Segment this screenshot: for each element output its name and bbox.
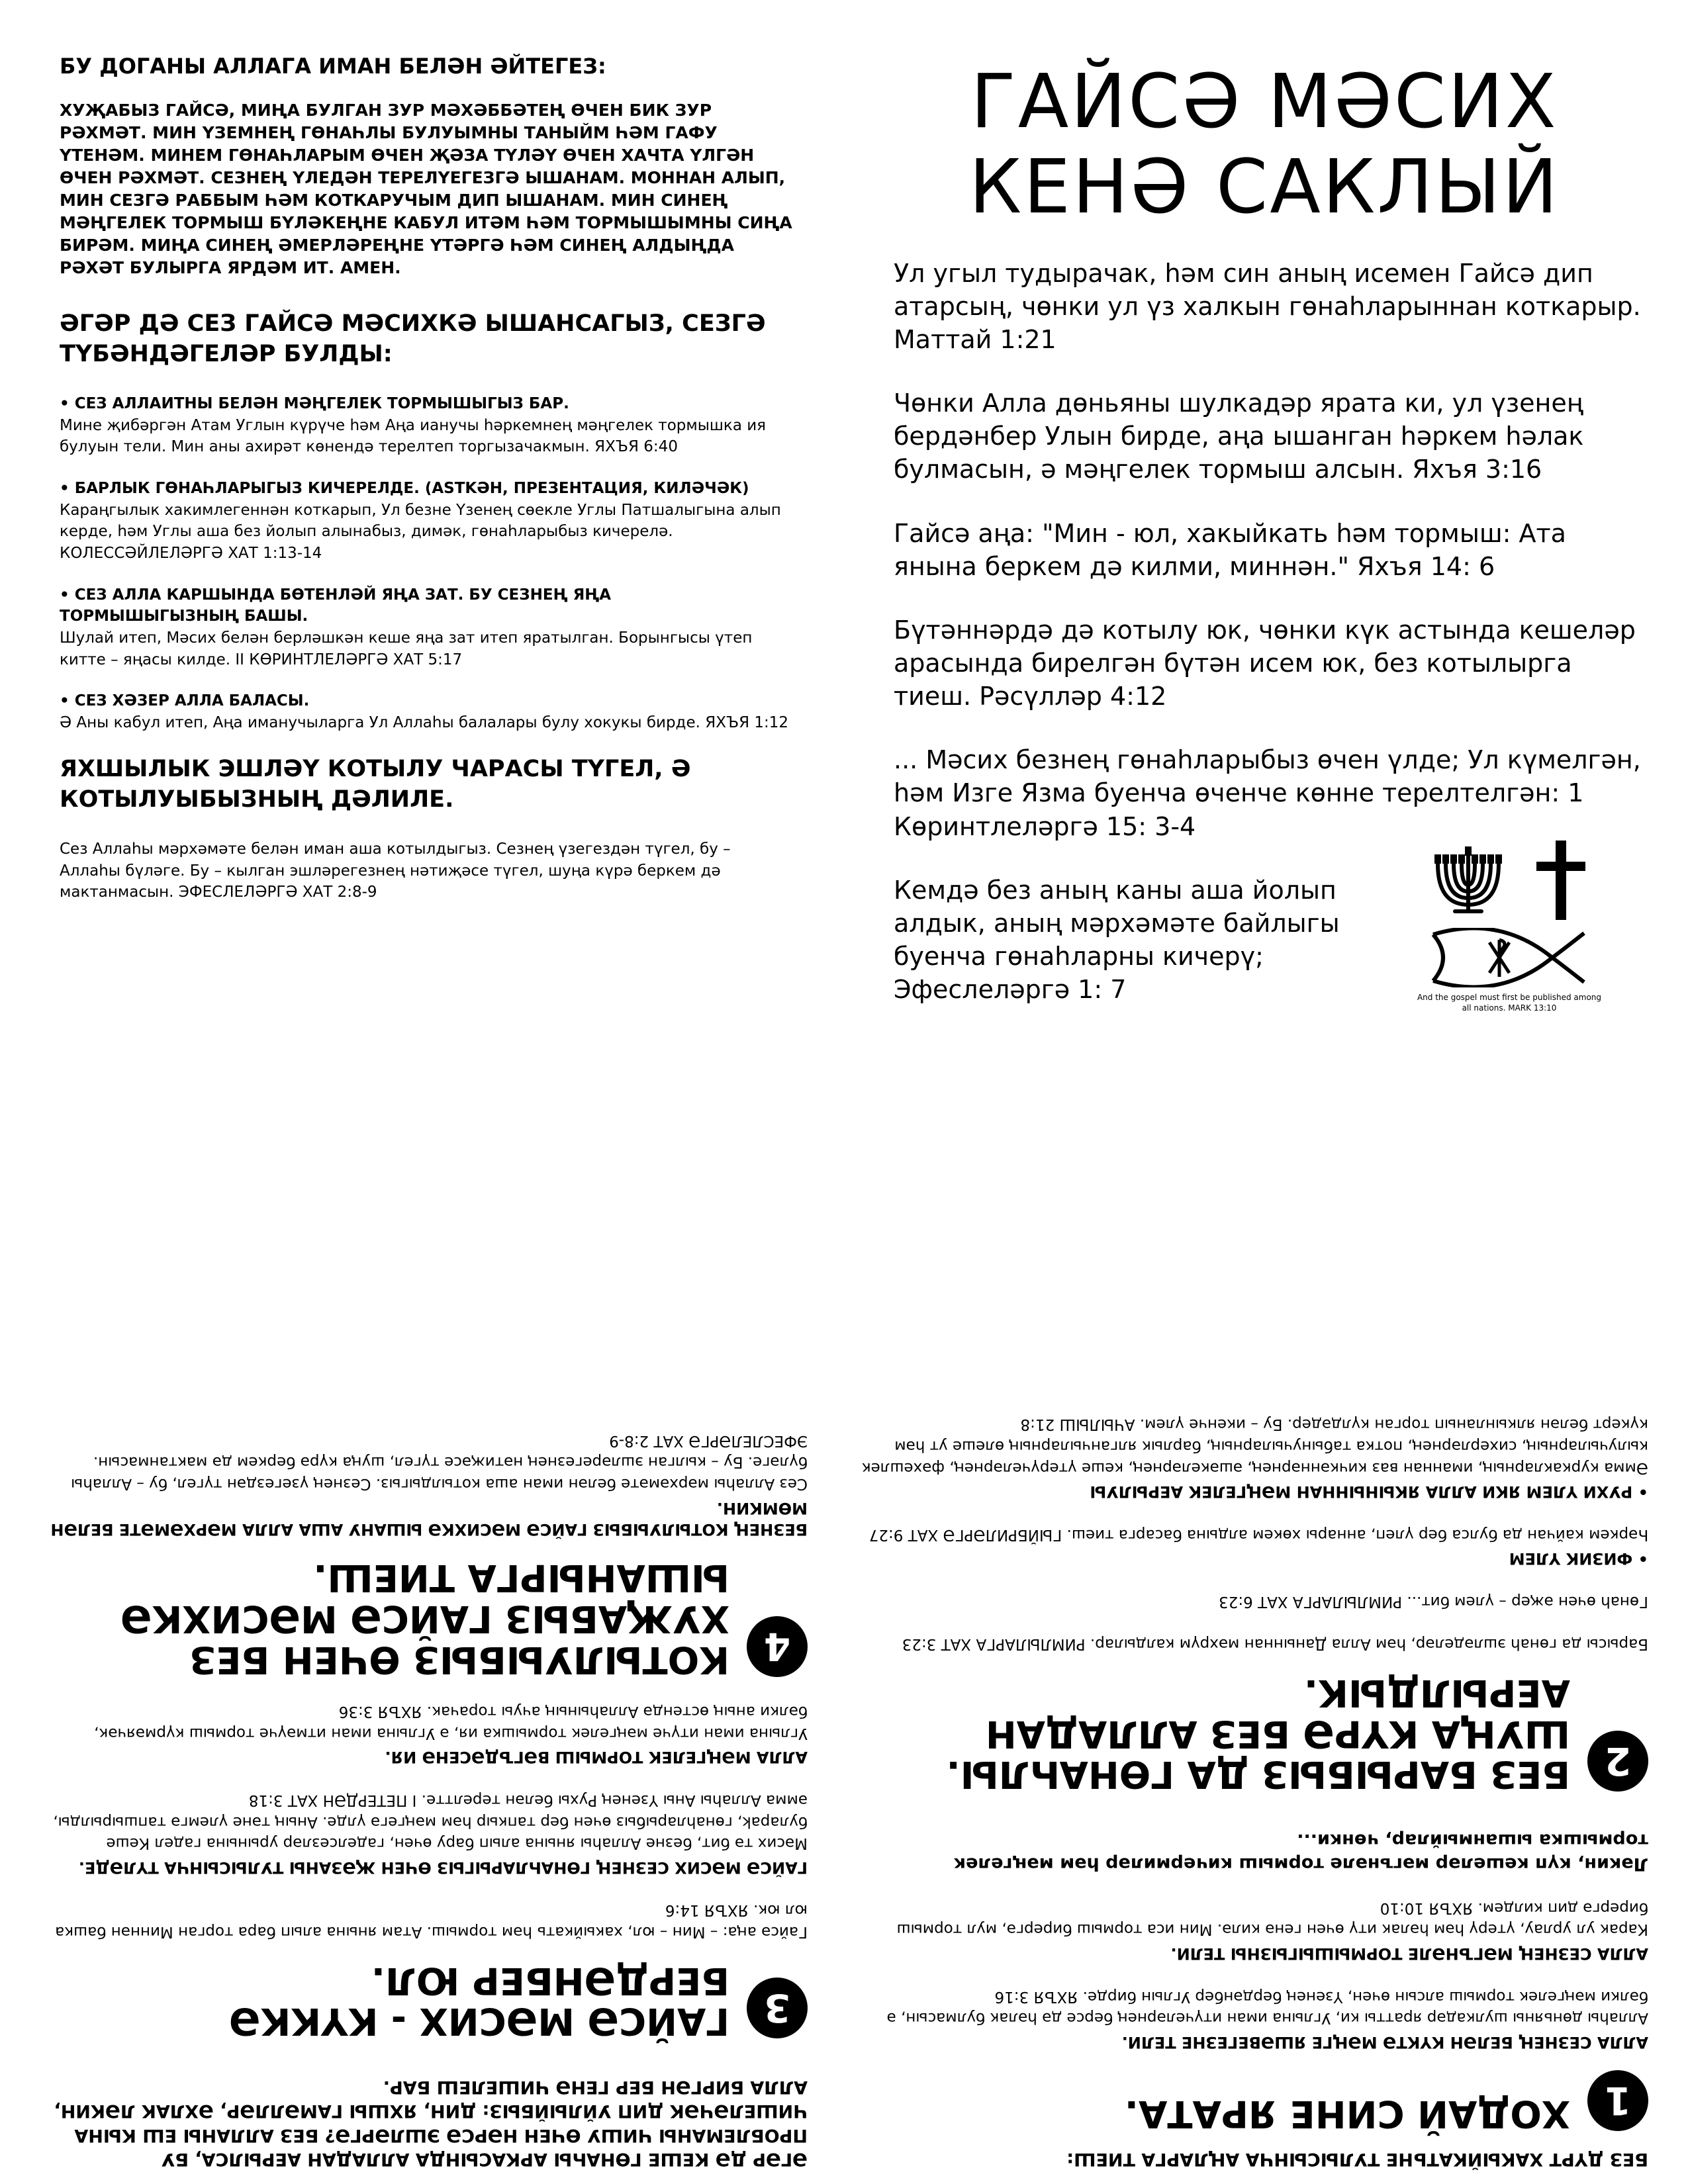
benefit-title: • СЕЗ АЛЛАИТНЫ БЕЛӘН МӘҢГЕЛЕК ТОРМЫШЫГЫЗ БАР. [60, 394, 569, 412]
verse: Гайсә аңа: "Мин - юл, хакыйкать һәм тормыш: Ата янына беркем дә килми, миннән." Яхъя 14: 6 [894, 518, 1566, 581]
prayer-panel [60, 53, 794, 1085]
benefit-item [60, 584, 794, 671]
verse: Бүтәннәрдә дә котылу юк, чөнки күк астында кешеләр арасында бирелгән бүтән исем юк, без котылырга тиеш. Рәсүлләр 4:12 [894, 615, 1636, 711]
benefit-title: • СЕЗ ХӘЗЕР АЛЛА БАЛАСЫ. [60, 692, 310, 710]
truth-text: Углына иман итүче мәңгелек тормышка ия, ә Углына иман итмәүче тормыш күрмәячәк, бәлки аның өстендә Аллаһының ачуы торачак. ЯХЪЯ 3:36 [94, 1703, 808, 1742]
verse: Чөнки Алла дөньяны шулкадәр ярата ки, ул үзенең бердәнбер Улын бирде, аңа ышанган һәркем һәлак булмасын, ә мәңгелек тормыш алсын. Яхъя 3:16 [894, 388, 1584, 484]
truth-3-header [46, 1960, 808, 2041]
benefit-text: Ә Аны кабул итеп, Аңа иманучыларга Ул Аллаһы балалары булу хокукы бирде. ЯХЪЯ 1:12 [60, 713, 789, 731]
truth-subheading: БЕЗНЕҢ КОТЫЛУЫБЫЗ ГАЙСӘ МӘСИХКӘ ЫШАНУ АША АЛЛА МӘРХӘМӘТЕ БЕЛӘН МӨМКИН. [50, 1498, 808, 1539]
truth-2-header [861, 1672, 1648, 1795]
cover-panel [887, 53, 1642, 1085]
christian-symbols [1417, 841, 1602, 1013]
benefit-item [60, 478, 794, 565]
verse: ... Мәсих безнең гөнаһларыбыз өчен үлде; Ул күмелгән, һәм Изге Язма буенча өченче көнне терелтелгән: 1 Көринтлеләргә 15: 3-4 [894, 745, 1641, 841]
truth-number: 2 [1587, 1731, 1648, 1792]
truth-text: Барысы да гөнаһ эшләделәр, һәм Алла Даныннан мәхрүм калдылар. РИМЛЫЛАРГА ХАТ 3:23 [902, 1635, 1648, 1653]
verse: Ул угыл тудырачак, һәм син аның исемен Гайсә дип атарсың, чөнки ул үз халкын гөнаһларыннан коткарыр. Маттай 1:21 [894, 258, 1641, 354]
truth-text: Һәркем кайчан да булса бер үлеп, аннары хөкем алдына басарга тиеш. ГЫЙБРИЛӘРГӘ ХАТ 9:27 [868, 1525, 1648, 1543]
cover-title-line-2: КЕНӘ САКЛЫЙ [968, 144, 1560, 230]
truth-text: Әмма куркакларның, иманнан ваз кичкәннәрнең, әшәкеләрнең, кеше үтерүчеләрнең, фәхешлек кылучыларның, сихерләрнең, потка табынучыларның, барлык ялганчыларның өлеше ут һәм күкерт белән ялкынланып торган күлдәдер. Бу – икенче үлем. АЧЫЛЫШ 21:8 [861, 1416, 1648, 1477]
truth-number: 1 [1587, 2070, 1648, 2131]
ichthys-chi-rho-icon [1427, 928, 1592, 987]
solution-intro: ӘГӘР ДӘ КЕШЕ ГӨНАҺЫ АРКАСЫНДА АЛЛАДАН АЕРЫЛСА, БУ ПРОБЛЕМАНЫ ЧИШУ ӨЧЕН НӘРСӘ ЭШЛӘРГӘ? БЕЗ АЛЛАНЫ ЕШ КЫНА ЧИШЕЛӘЧӘК ДИП УЙЛЫЙБЫЗ: ДИН, ЯХШЫ ГАМӘЛЛӘР, ӘХЛАК ЛӘКИН, АЛЛА БИРГӘН БЕР ГЕНӘ ЧИШЕЛЕШ БАР. [54, 2076, 808, 2169]
truth-4-header [46, 1557, 808, 1680]
cover-title [887, 60, 1642, 230]
truths-intro: БЕЗ ДҮРТ ХАКЫЙКАТЬНЕ ТУЛЫСЫНЧА АҢЛАРГА ТИЕШ: [1066, 2149, 1648, 2169]
truth-text: Аллаһы дөньяны шулкадәр яратты ки, Углына иман итүчеләрнең берсе дә һәлак булмасын, ә бәлки мәңгелек тормыш алсын өчен, Үзенең бердәнбер Углын бирде. ЯХЪЯ 3:16 [886, 1987, 1648, 2027]
truth-text: Карак ул урлау, үтерү һәм һәлак итү өчен генә килә. Мин иса тормыш бирергә, мул тормыш бирергә дип килдем. ЯХЪЯ 10:10 [896, 1899, 1648, 1938]
benefit-title: • БАРЛЫК ГӨНАҺЛАРЫГЫЗ КИЧЕРЕЛДЕ. (ASTKӘН, ПРЕЗЕНТАЦИЯ, КИЛӘЧӘК) [60, 479, 749, 497]
truth-subheading: • РУХИ ҮЛЕМ ЯКИ АЛЛА ЯКЫНЫННАН МӘҢГЕЛЕК АЕРЫЛУЫ [1090, 1482, 1648, 1502]
truth-subheading: АЛЛА СЕЗНЕҢ МӘГЪНӘЛЕ ТОРМЫШЫГЫЗНЫ ТЕЛИ. [1170, 1944, 1648, 1963]
truth-text: Гайсә аңа: – Мин – юл, хакыйкать һәм тормыш. Атам янына алып бара торган Миннән башка юл юк. ЯХЪЯ 14:6 [55, 1901, 808, 1941]
truth-text: Гөнаһ өчен әҗер – үлем бит... РИМЛЫЛАРГА ХАТ 6:23 [1219, 1592, 1648, 1610]
benefits-heading: ӘГӘР ДӘ СЕЗ ГАЙСӘ МӘСИХКӘ ЫШАНСАГЫЗ, СЕЗГӘ ТҮБӘНДӘГЕЛӘР БУЛДЫ: [60, 310, 766, 367]
menorah-icon [1429, 844, 1508, 917]
benefit-item [60, 690, 794, 733]
benefit-item [60, 393, 794, 458]
truth-subheading: АЛЛА МӘҢГЕЛЕК ТОРМЫШ ВӘГЪДӘСЕНӘ ИЯ. [385, 1748, 808, 1767]
symbols-caption: And the gospel must first be published among all nations. MARK 13:10 [1417, 993, 1602, 1013]
truth-subheading: АЛЛА СЕЗНЕҢ БЕЛӘН КҮКТӘ МӘҢГЕ ЯШӘВЕГЕЗНЕ ТЕЛИ. [1121, 2032, 1648, 2052]
benefit-text: Шулай итеп, Мәсих белән берләшкән кеше яңа зат итеп яратылган. Борынгысы үтеп китте – яңасы килде. II КӨРИНТЛЕЛӘРГӘ ХАТ 5:17 [60, 629, 753, 668]
benefit-text: Мине җибәргән Атам Углын күрүче һәм Аңа ианучы һәркемнең мәңгелек тормышка ия булуын тели. Мин аны ахирәт көнендә терелтеп торгызачакмын. ЯХЪЯ 6:40 [60, 416, 767, 456]
prayer-heading: БУ ДОГАНЫ АЛЛАГА ИМАН БЕЛӘН ӘЙТЕГЕЗ: [60, 54, 606, 79]
good-works-heading: ЯХШЫЛЫК ЭШЛӘҮ КОТЫЛУ ЧАРАСЫ ТҮГЕЛ, Ә КОТЫЛУЫБЫЗНЫҢ ДӘЛИЛЕ. [60, 755, 691, 813]
truth-subheading: ГАЙСӘ МӘСИХ СЕЗНЕҢ ГӨНАҺЛАРЫГЫЗ ӨЧЕН ҖӘЗАНЫ ТУЛЫСЫНЧА ТҮЛӘДЕ. [78, 1858, 808, 1877]
truth-1-header [861, 2070, 1648, 2134]
truth-text: Мәсих тә бит, безне Аллаһы янына алып бару өчен, гаделсезләр урынына гадел Кеше булараk, гөнаһларыбыз өчен бер тапкыр һәм мәңгегә үлде. Аның тәне үлемгә тапшырылды, әмма Аллаһы Аны Үзенең Рухы белән терелтте. I ПЕТЕРДӘН ХАТ 3:18 [53, 1792, 808, 1852]
benefit-title: • СЕЗ АЛЛА КАРШЫНДА БӨТЕНЛӘЙ ЯҢА ЗАТ. БУ СЕЗНЕҢ ЯҢА ТОРМЫШЫГЫЗНЫҢ БАШЫ. [60, 586, 612, 625]
truth-transition: Ләкин, күп кешеләр мәгънәле тормыш кичермиләр һәм мәңгелек тормышка ышанмыйлар, чөнки... [953, 1829, 1648, 1875]
prayer-text: ХУҖАБЫЗ ГАЙСӘ, МИҢА БУЛГАН ЗУР МӘХӘББӘТЕҢ ӨЧЕН БИК ЗУР РӘХМӘТ. МИН ҮЗЕМНЕҢ ГӨНАҺЛЫ БУЛУЫМНЫ ТАНЫЙМ ҺӘМ ГАФУ ҮТЕНӘМ. МИНЕМ ГӨНАҺЛАРЫМ ӨЧЕН ҖӘЗА ТҮЛӘҮ ӨЧЕН ХАЧТА ҮЛГӘН ӨЧЕН РӘХМӘТ. СЕЗНЕҢ ҮЛЕДӘН ТЕРЕЛҮЕГЕЗГӘ ЫШАНАМ. МОННАН АЛЫП, МИН СЕЗГӘ РАББЫМ ҺӘМ КОТКАРУЧЫМ ДИП ЫШАНАМ. МИН СИНЕҢ МӘҢГЕЛЕК ТОРМЫШ БҮЛӘКЕҢНЕ КАБУЛ ИТӘМ ҺӘМ ТОРМЫШЫМНЫ СИҢА БИРӘМ. МИҢА СИНЕҢ ӘМЕРЛӘРЕҢНЕ ҮТӘРГӘ ҺӘМ СИНЕҢ АЛДЫҢДА РӘХӘТ БУЛЫРГА ЯРДӘМ ИТ. АМЕН. [60, 100, 792, 277]
truth-number: 4 [747, 1616, 808, 1677]
cover-title-line-1: ГАЙСӘ МӘСИХ [970, 59, 1558, 145]
benefit-text: Караңгылык хакимлегеннән коткарып, Ул безне Үзенең сөекле Углы Патшалыгына алып керде, һәм Углы аша без йолып алынабыз, димәк, гөнаһларыбыз кичерелә. КОЛЕССӘЙЛЕЛӘРГӘ ХАТ 1:13-14 [60, 501, 781, 562]
truth-text: Сез Аллаһы мәрхәмәте белән иман аша котылдыгыз. Сезнең үзегездән түгел, бу – Аллаһы бүләге. Бу – кылган эшләрегезнең нәтиҗәсе түгел, шуңа күрә беркем дә мактанмасын. ЭФЕСЛЕЛӘРГӘ ХАТ 2:8-9 [71, 1432, 808, 1493]
truth-title: БЕЗ БАРЫБЫЗ ДА ГӨНАҺЛЫ. ШУҢА КҮРӘ БЕЗ АЛЛАДАН АЕРЫЛДЫК. [946, 1671, 1570, 1796]
verse: Кемдә без аның каны аша йолып алдык, аның мәрхәмәте байлыгы буенча гөнаһларны кичерү; Эфеслеләргә 1: 7 [894, 875, 1340, 1005]
cross-icon [1531, 841, 1591, 920]
truth-title: ГАЙСӘ МӘСИХ - КҮККӘ БЕРДӘНБЕР ЮЛ. [228, 1958, 729, 2043]
truth-number: 3 [747, 1978, 808, 2038]
truth-subheading: • ФИЗИК ҮЛЕМ [1509, 1549, 1648, 1569]
truths-1-2-panel [861, 1125, 1648, 2171]
truths-3-4-panel [46, 1125, 808, 2171]
truth-title: КОТЫЛУЫБЫЗ ӨЧЕН БЕЗ ХУҖАБЫЗ ГАЙСӘ МӘСИХКӘ ЫШАНЫРГА ТИЕШ. [120, 1556, 729, 1681]
good-works-text: Сез Аллаһы мәрхәмәте белән иман аша котылдыгыз. Сезнең үзегездән түгел, бу – Аллаһы бүләге. Бу – кылган эшләрегезнең нәтиҗәсе түгел, шуңа күрә беркем дә мактанмасын. ЭФЕСЛЕЛӘРГӘ ХАТ 2:8-9 [60, 840, 731, 901]
truth-title: ХОДАЙ СИНЕ ЯРАТА. [1124, 2091, 1570, 2135]
